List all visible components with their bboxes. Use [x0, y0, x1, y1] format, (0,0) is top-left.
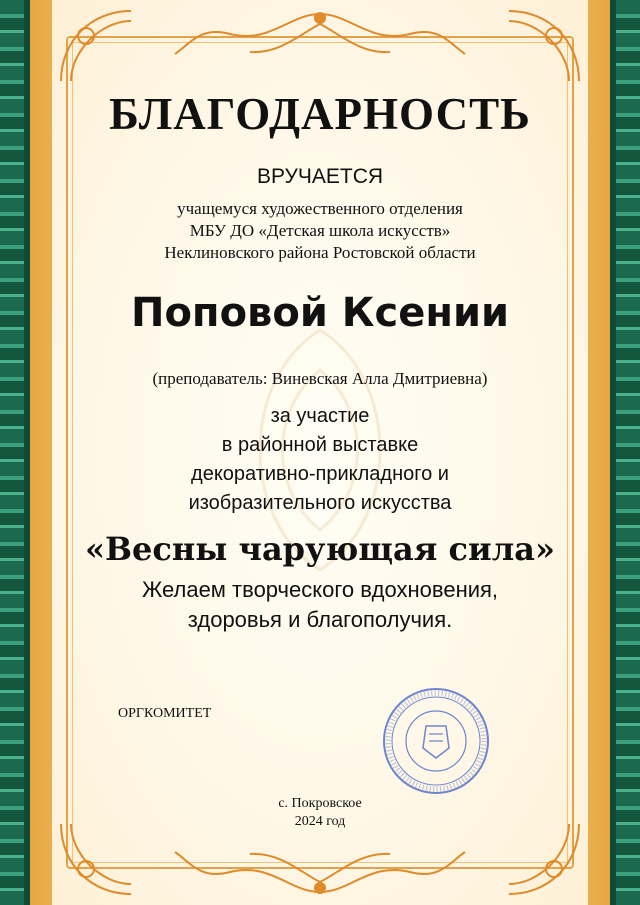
- exhibition-name: «Весны чарующая сила»: [84, 530, 555, 568]
- organizer-label: ОРГКОМИТЕТ: [118, 706, 212, 721]
- wishes-line: Желаем творческого вдохновения,: [141, 577, 499, 602]
- recipient-info-line: МБУ ДО «Детская школа искусств»: [189, 221, 451, 240]
- place-text: с. Покровское: [278, 796, 362, 811]
- year-text: 2024 год: [294, 814, 346, 829]
- recipient-info: [0, 198, 640, 264]
- participation-line: в районной выставке: [221, 434, 419, 456]
- awarded-label: ВРУЧАЕТСЯ: [256, 165, 384, 188]
- place-and-year: [0, 795, 640, 831]
- wishes-text: [0, 575, 640, 635]
- recipient-info-line: Неклиновского района Ростовской области: [164, 243, 476, 262]
- document-title: БЛАГОДАРНОСТЬ: [109, 89, 531, 139]
- participation-line: за участие: [270, 405, 370, 427]
- recipient-info-line: учащемуся художественного отделения: [177, 199, 463, 218]
- participation-line: изобразительного искусства: [188, 492, 452, 514]
- official-stamp-icon: [381, 686, 491, 796]
- participation-text: [0, 402, 640, 518]
- teacher-line: (преподаватель: Виневская Алла Дмитриевна): [152, 369, 488, 388]
- participation-line: декоративно-прикладного и: [191, 463, 449, 485]
- recipient-name: Поповой Ксении: [130, 290, 510, 336]
- wishes-line: здоровья и благополучия.: [187, 607, 453, 632]
